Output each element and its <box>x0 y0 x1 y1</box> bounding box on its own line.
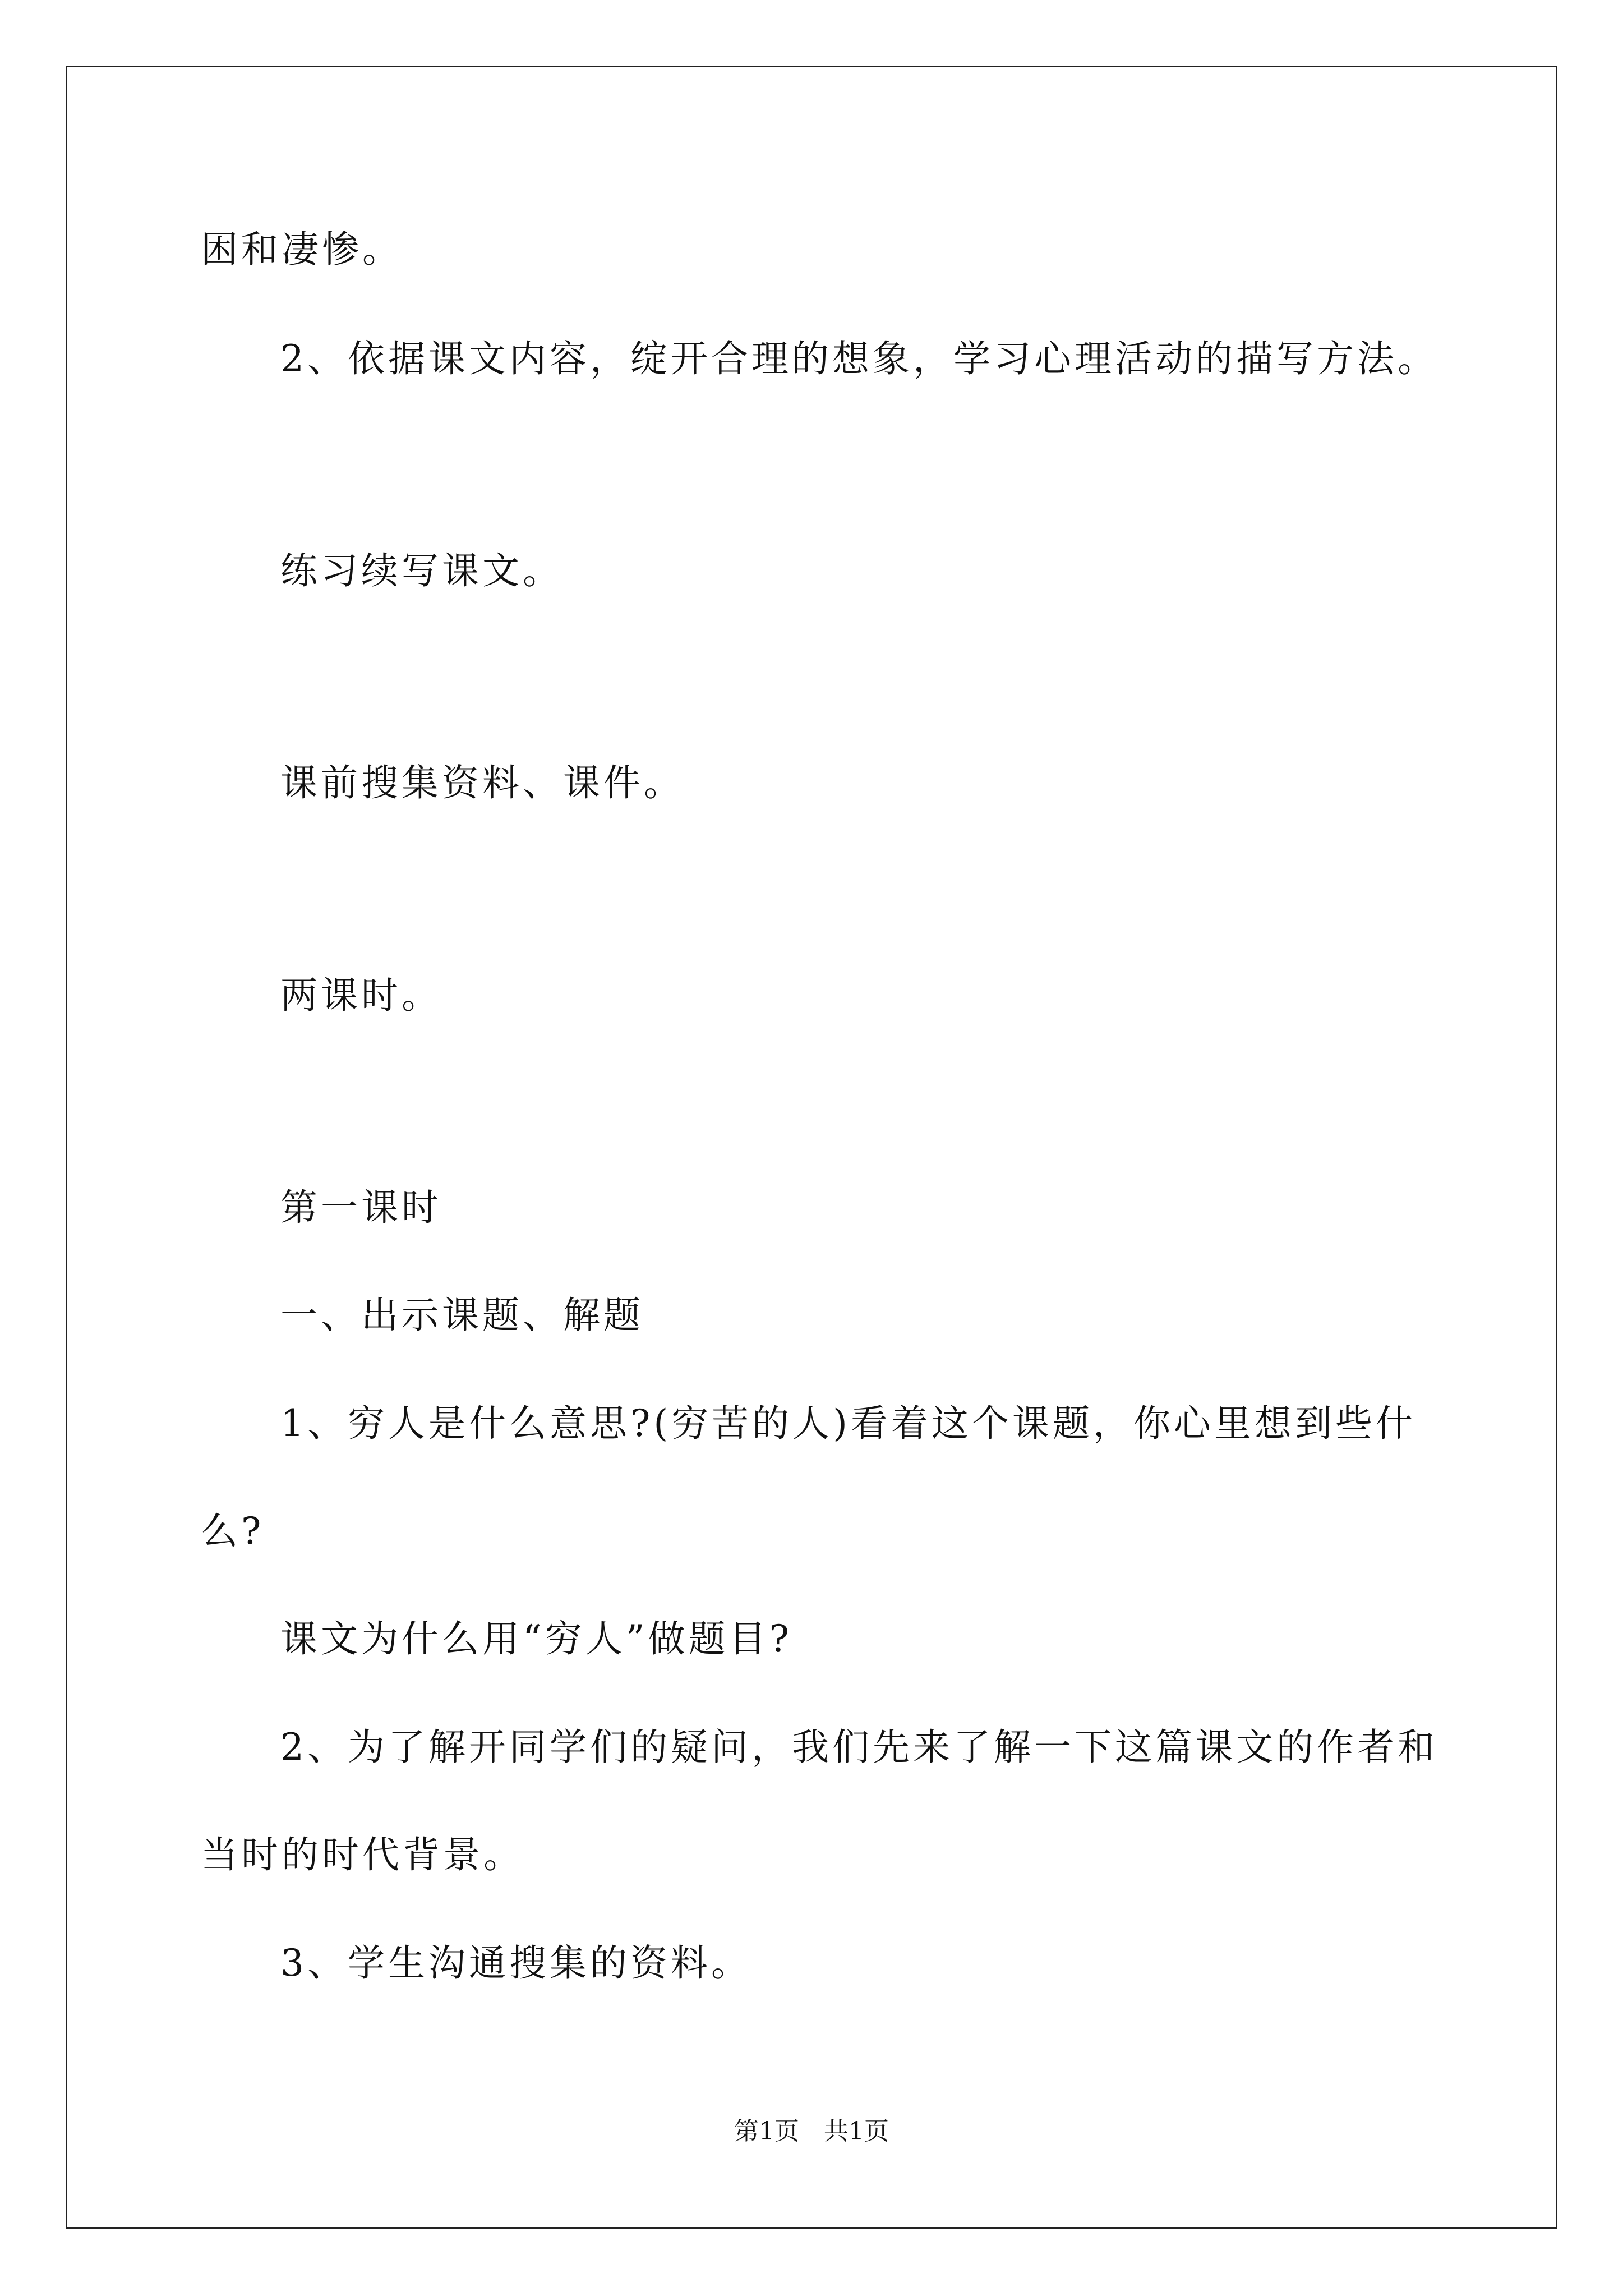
text-line: 困和凄惨。 <box>201 228 403 271</box>
page-border <box>66 66 1557 2229</box>
text-line: 练习续写课文。 <box>280 549 563 592</box>
section-heading: 一、出示课题、解题 <box>280 1294 644 1337</box>
page-footer: 第1页 共1页 <box>734 2117 889 2146</box>
text-line: 两课时。 <box>280 974 442 1017</box>
text-line: 当时的时代背景。 <box>201 1833 524 1876</box>
text-line: 课文为什么用“穷人”做题目? <box>280 1617 792 1660</box>
text-line: 3、学生沟通搜集的资料。 <box>280 1941 751 1985</box>
text-line: 课前搜集资料、课件。 <box>280 761 684 804</box>
text-line: 1、穷人是什么意思?(穷苦的人)看着这个课题，你心里想到些什 <box>280 1402 1416 1445</box>
section-heading: 第一课时 <box>280 1186 442 1229</box>
text-line: 2、依据课文内容，绽开合理的想象，学习心理活动的描写方法。 <box>280 337 1438 380</box>
text-line: 么? <box>201 1510 265 1553</box>
text-line: 2、为了解开同学们的疑问，我们先来了解一下这篇课文的作者和 <box>280 1726 1438 1769</box>
